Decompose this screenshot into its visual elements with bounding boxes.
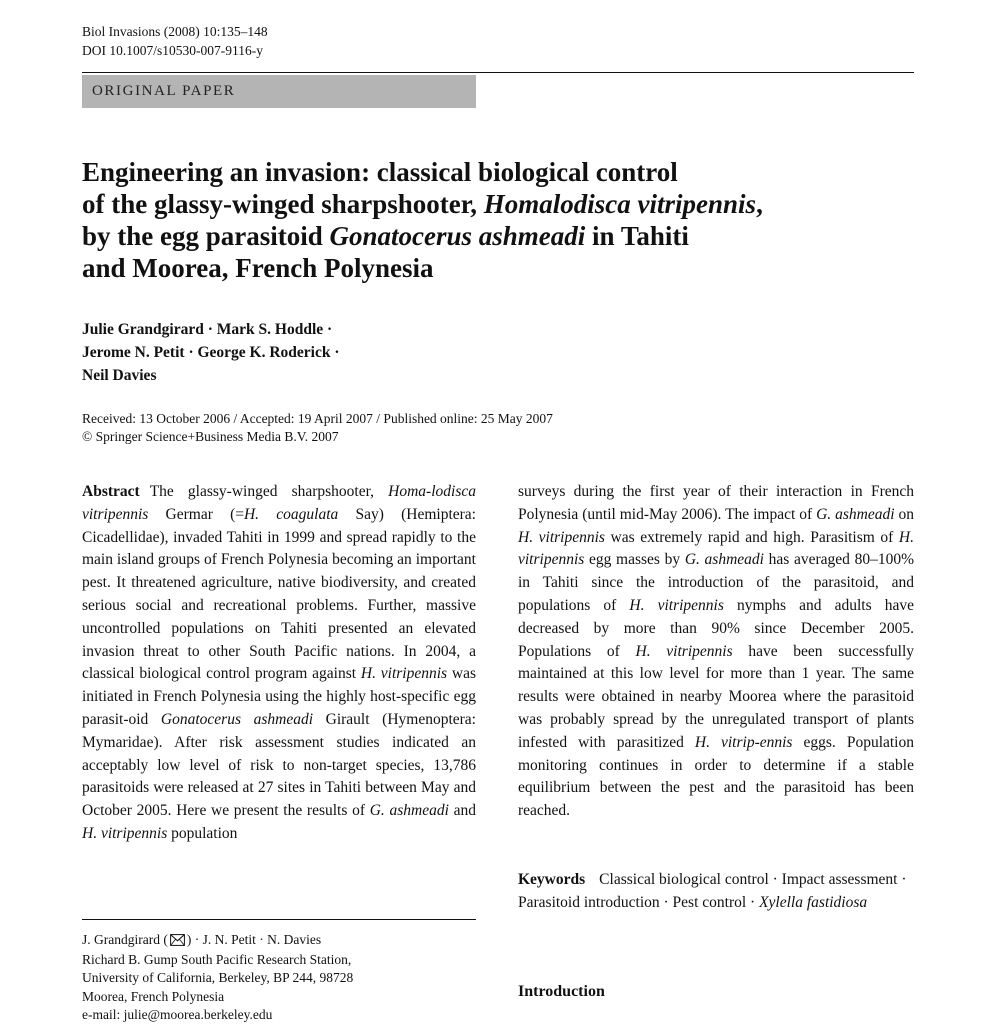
abstract-text: surveys during the first year of their interaction in French Polynesia (until mid-May 2006). The impact of [518,483,914,523]
author-line: Julie Grandgirard · Mark S. Hoddle · [82,321,333,338]
author-list [82,318,340,387]
affiliation-line: Richard B. Gump South Pacific Research Station, [82,952,352,968]
species-name: H. coagulata [243,505,339,523]
abstract-text: has averaged 80–100% in Tahiti since the introduction of the parasitoid, and populations of [518,551,914,614]
species-name: G. ashmeadi [816,505,895,523]
author-line: Neil Davies [82,367,157,384]
author-line: Jerome N. Petit · George K. Roderick · [82,344,340,361]
envelope-icon[interactable] [170,933,185,951]
title-text: by the egg parasitoid [82,221,330,251]
abstract-text: have been successfully maintained at this low level for more than 1 year. The same results were obtained in nearby Moorea where the parasitoid was probably spread by the unregulated transport of plants infested with parasitized [518,642,914,751]
abstract-text: and [448,802,476,820]
email-link[interactable]: e-mail: julie@moorea.berkeley.edu [82,1006,273,1022]
title-line: Engineering an invasion: classical biological control [82,157,678,187]
abstract-left-column [82,481,476,846]
species-name: G. ashmeadi [684,551,764,569]
footnote-rule [82,919,476,920]
species-name: H. vitripennis [518,528,605,546]
article-type-banner: ORIGINAL PAPER [82,75,476,108]
received-dates: Received: 13 October 2006 / Accepted: 19 April 2007 / Published online: 25 May 2007 [82,411,553,426]
species-name: Homa-lodisca vitripennis [82,483,476,523]
species-name: H. vitripennis [360,665,448,683]
affiliation-text: J. Grandgirard ( [82,932,168,947]
abstract-text: Germar (= [148,505,244,523]
title-line: and Moorea, French Polynesia [82,253,434,283]
abstract-text: eggs. Population monitoring continues in order to determine if a stable equilibrium between the pest and the parasitoid has been reached. [518,733,914,820]
journal-header [82,22,268,60]
species-name: H. vitripennis [82,824,168,842]
keywords-text: Classical biological control · Impact assessment · Parasitoid introduction · Pest control · [518,871,907,911]
publication-dates [82,410,553,446]
species-name: Gonatocerus ashmeadi [160,710,314,728]
journal-citation: Biol Invasions (2008) 10:135–148 [82,24,268,39]
title-species: Homalodisca vitripennis [483,189,757,219]
abstract-text: was initiated in French Polynesia using the highly host-specific egg parasit-oid [82,665,476,728]
affiliation-line: Moorea, French Polynesia [82,988,225,1004]
abstract-text: on [894,505,914,523]
doi: DOI 10.1007/s10530-007-9116-y [82,43,263,58]
abstract-text: Girault (Hymenoptera: Mymaridae). After risk assessment studies indicated an acceptably low level of risk to non-target species, 13,786 parasitoids were released at 27 sites in Tahiti between May and October 2005. Here we present the results of [82,710,476,820]
title-text: of the glassy-winged sharpshooter, [82,189,484,219]
keywords-heading: Keywords [518,871,586,888]
keywords [518,869,914,915]
title-text: in Tahiti [585,221,689,251]
keyword-species: Xylella fastidiosa [759,893,868,911]
abstract-heading: Abstract [82,483,140,500]
abstract-text: population [167,824,238,842]
abstract-text: Say) (Hemiptera: Cicadellidae), invaded Tahiti in 1999 and spread rapidly to the main island groups of French Polynesia becoming an important pest. It threatened agriculture, native biodiversity, and created serious social and recreational problems. Further, massive uncontrolled populations on Tahiti presented an elevated invasion threat to other South Pacific nations. In 2004, a classical biological control program against [82,505,476,683]
title-line [82,220,882,252]
species-name: H. vitrip-ennis [694,733,793,751]
species-name: H. vitripennis [635,642,733,660]
affiliation-text: ) · J. N. Petit · N. Davies [186,932,322,947]
abstract-text: The glassy-winged sharpshooter, [149,483,389,500]
abstract-text: was extremely rapid and high. Parasitism of [604,528,899,546]
header-rule [82,72,914,73]
title-species: Gonatocerus ashmeadi [329,221,586,251]
species-name: H. vitripennis [629,596,724,614]
abstract-right-column [518,481,914,823]
copyright: © Springer Science+Business Media B.V. 2007 [82,429,339,444]
title-text: , [756,189,763,219]
author-affiliation [82,931,353,1024]
abstract-text: egg masses by [584,551,685,569]
paper-title [82,156,882,284]
introduction-heading: Introduction [518,983,605,1000]
affiliation-line: University of California, Berkeley, BP 244, 98728 [82,970,354,986]
abstract-text: nymphs and adults have decreased by more than 90% since December 2005. Populations of [518,596,914,660]
species-name: H. vitripennis [518,528,914,569]
affiliation-names [82,931,353,951]
title-line [82,188,882,220]
species-name: G. ashmeadi [369,802,449,820]
